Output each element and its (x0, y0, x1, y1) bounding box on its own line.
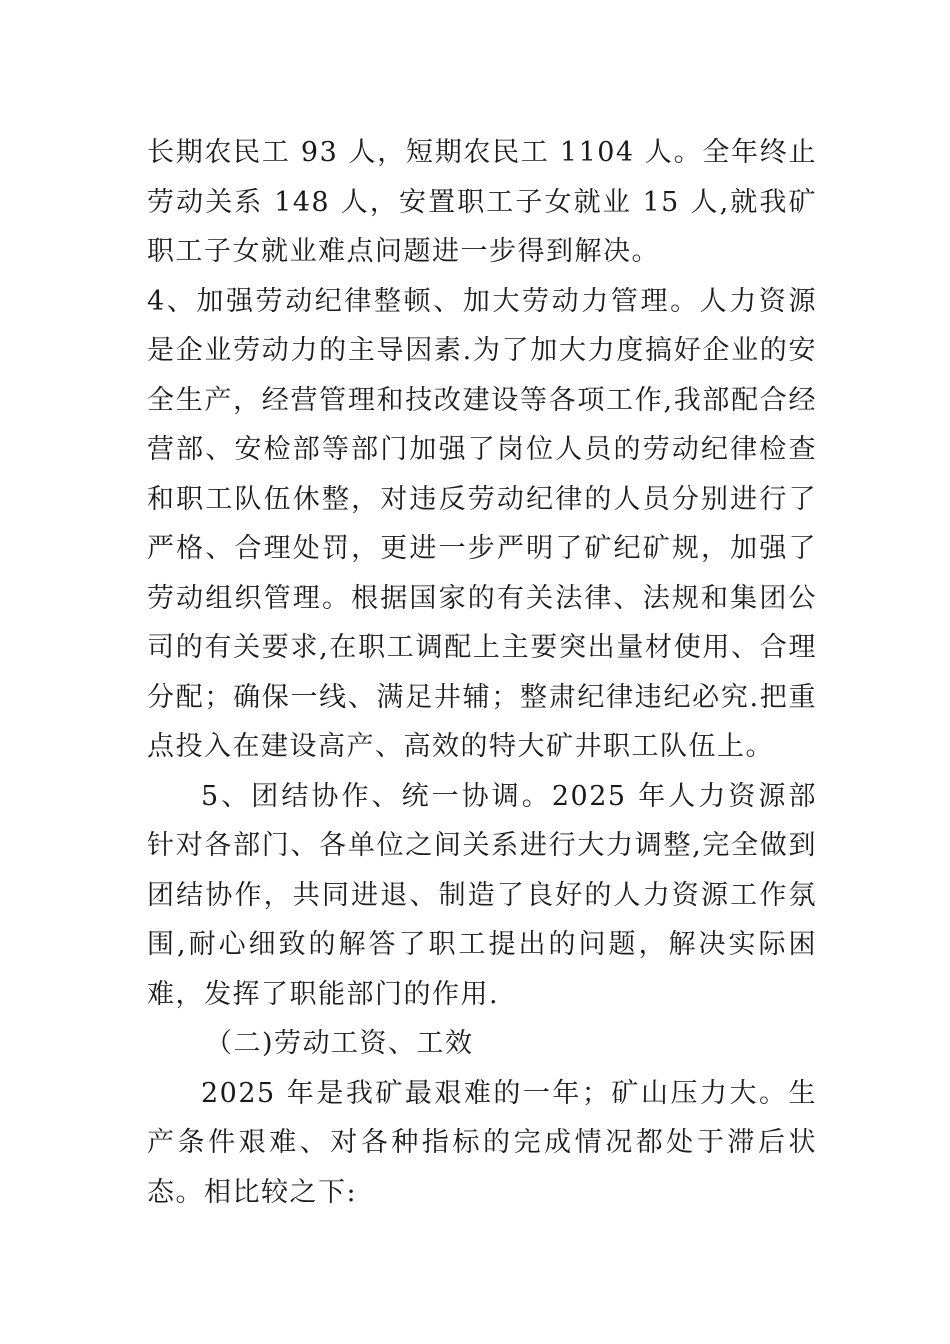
document-body (147, 128, 817, 1217)
paragraph-teamwork: 5、团结协作、统一协调。2025 年人力资源部针对各部门、各单位之间关系进行大力调整,完全做到团结协作，共同进退、制造了良好的人力资源工作氛围,耐心细致的解答了职工提出的问题，解决实际困难，发挥了职能部门的作用. (147, 780, 817, 1010)
section-heading-wages: （二)劳动工资、工效 (205, 1028, 474, 1059)
paragraph-2025-difficulties: 2025 年是我矿最艰难的一年；矿山压力大。生产条件艰难、对各种指标的完成情况都处于滞后状态。相比较之下: (147, 1077, 817, 1208)
paragraph-employment-summary: 长期农民工 93 人，短期农民工 1104 人。全年终止劳动关系 148 人，安置职工子女就业 15 人,就我矿职工子女就业难点问题进一步得到解决。 (147, 137, 817, 267)
paragraph-labor-discipline: 4、加强劳动纪律整顿、加大劳动力管理。人力资源是企业劳动力的主导因素.为了加大力度搞好企业的安全生产，经营管理和技改建设等各项工作,我部配合经营部、安检部等部门加强了岗位人员的劳动纪律检查和职工队伍休整，对违反劳动纪律的人员分别进行了严格、合理处罚，更进一步严明了矿纪矿规，加强了劳动组织管理。根据国家的有关法律、法规和集团公司的有关要求,在职工调配上主要突出量材使用、合理分配；确保一线、满足井辅；整肃纪律违纪必究.把重点投入在建设高产、高效的特大矿井职工队伍上。 (147, 285, 817, 762)
